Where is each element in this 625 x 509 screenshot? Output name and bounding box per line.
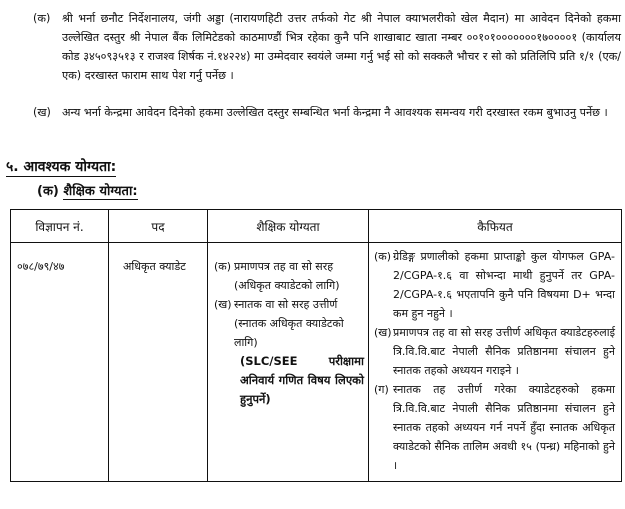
cell-ad-no: ०७८/७९/४७ [11, 243, 109, 482]
section-title: आवश्यक योग्यता: [23, 159, 117, 175]
header-ad-no: विज्ञापन नं. [11, 210, 109, 243]
remark-marker: (ग) [374, 383, 389, 396]
qualification-table [10, 209, 622, 482]
subsection-title: शैक्षिक योग्यता: [63, 184, 138, 199]
notice-item-label: (क) [33, 12, 51, 25]
subsection-label: (क) [37, 184, 59, 199]
remark-item [373, 247, 615, 323]
section-number: ५. [6, 159, 19, 175]
subsection-heading [37, 181, 138, 199]
notice-item-text: श्री भर्ना छनौट निर्देशनालय, जंगी अड्डा (नारायणहिटी उत्तर तर्फको गेट श्री नेपाल क्याभलरीको खेल मैदान) मा आवेदन दिनेको हकमा उल्लेखित दस्तुर श्री नेपाल बैंक लिमिटेडको काठमाण्डौं भित्र रहेका कुनै पनि शाखाबाट खाता नम्बर ००१०१०००००००१७००००१ (कार्यालय कोड ३४५०९३५१३ र राजश्व शिर्षक नं.१४२२४) मा उम्मेदवार स्वयंले जम्मा गर्नु भई सो को सक्कलै भौचर र सो को प्रतिलिपि प्रति १/१ (एक/एक) दरखास्त फाराम साथ पेश गर्नु पर्नेछ । [62, 12, 621, 82]
notice-item-kha [0, 103, 621, 143]
qualification-text: स्नातक वा सो सरह उत्तीर्ण (स्नातक अधिकृत क्याडेटको लागि) [234, 298, 344, 349]
section-heading [6, 157, 116, 177]
cell-post: अधिकृत क्याडेट [109, 243, 208, 482]
qualification-text: प्रमाणपत्र तह वा सो सरह (अधिकृत क्याडेटको लागि) [234, 260, 340, 292]
table-row [11, 243, 622, 482]
notice-item-text: अन्य भर्ना केन्द्रमा आवेदन दिनेको हकमा उल्लेखित दस्तुर सम्बन्धित भर्ना केन्द्रमा नै आवश्यक समन्वय गरी दरखास्त रकम बुभाउनु पर्नेछ । [62, 106, 608, 119]
header-post: पद [109, 210, 208, 243]
qualification-note: (SLC/SEE परीक्षामा अनिवार्य गणित विषय लिएको हुनुपर्ने) [240, 354, 364, 406]
cell-qualification [208, 243, 369, 482]
qualification-item [212, 295, 364, 352]
remark-marker: (क) [374, 250, 392, 263]
header-remarks: कैफियत [369, 210, 622, 243]
qualification-marker: (क) [214, 260, 232, 273]
remark-item [373, 323, 615, 380]
cell-remarks [369, 243, 622, 482]
remark-marker: (ख) [374, 326, 392, 339]
notice-item-label: (ख) [33, 106, 51, 119]
header-qualification: शैक्षिक योग्यता [208, 210, 369, 243]
qualification-marker: (ख) [214, 298, 232, 311]
notice-item-ka [0, 9, 621, 89]
table-header-row [11, 210, 622, 243]
remark-text: ग्रेडिङ्ग प्रणालीको हकमा प्राप्ताङ्को कुल योगफल GPA-2/CGPA-१.६ वा सोभन्दा माथी हुनुपर्ने तर GPA-2/CGPA-१.६ भएतापनि कुनै पनि विषयमा D+ भन्दा कम हुन नहुने । [393, 250, 615, 320]
remark-item [373, 380, 615, 475]
remark-text: स्नातक तह उत्तीर्ण गरेका क्याडेटहरुको हकमा त्रि.वि.वि.बाट नेपाली सैनिक प्रतिष्ठानमा संचालन हुने स्नातक तहको अध्ययन गर्न नपर्ने हुँदा स्नातक अधिकृत क्याडेटको सैनिक तालिम अवधी १५ (पन्ध्र) महिनाको हुने । [393, 383, 615, 472]
qualification-item [212, 257, 364, 295]
remark-text: प्रमाणपत्र तह वा सो सरह उत्तीर्ण अधिकृत क्याडेटहरुलाई त्रि.वि.वि.बाट नेपाली सैनिक प्रतिष्ठानमा संचालन हुने स्नातक तहको अध्ययन गराइने । [393, 326, 615, 377]
